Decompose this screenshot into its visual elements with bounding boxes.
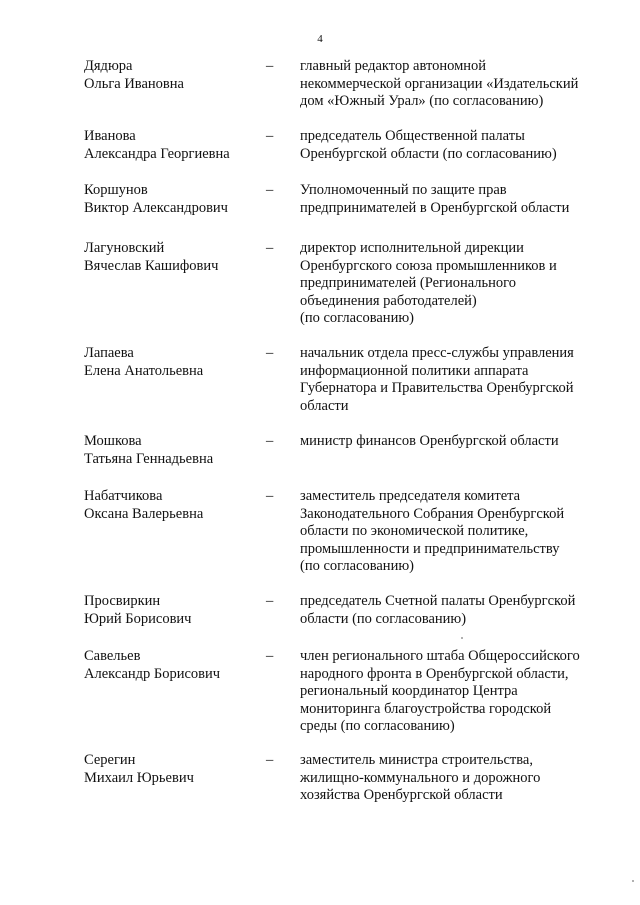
position-line: Уполномоченный по защите прав [300, 182, 507, 198]
position-line: (по согласованию) [300, 310, 414, 326]
dash-separator: – [266, 345, 274, 361]
member-position [300, 433, 590, 468]
member-given-names: Михаил Юрьевич [84, 769, 194, 786]
member-row [84, 58, 604, 111]
dash-separator: – [266, 58, 274, 74]
member-position [300, 240, 590, 328]
member-given-names: Александр Борисович [84, 665, 221, 682]
dash-separator: – [266, 648, 274, 664]
member-position [300, 488, 590, 576]
position-line: заместитель председателя комитета [300, 488, 521, 504]
member-position [300, 128, 590, 163]
member-position [300, 58, 590, 111]
position-line: объединения работодателей) [300, 292, 477, 309]
member-surname: Мошкова [84, 433, 142, 449]
member-row [84, 752, 604, 805]
member-row [84, 182, 604, 217]
member-name [84, 752, 264, 805]
position-line: Оренбургской области (по согласованию) [300, 145, 557, 162]
dash-separator: – [266, 488, 274, 504]
member-surname: Савельев [84, 648, 141, 664]
position-line: предпринимателей в Оренбургской области [300, 199, 570, 216]
member-name [84, 58, 264, 111]
position-line: предпринимателей (Регионального [300, 275, 516, 291]
position-line: области (по согласованию) [300, 610, 467, 627]
member-name [84, 488, 264, 576]
member-given-names: Татьяна Геннадьевна [84, 450, 214, 467]
position-line: некоммерческой организации «Издательский [300, 75, 579, 92]
member-given-names: Оксана Валерьевна [84, 505, 204, 522]
position-line: среды (по согласованию) [300, 718, 455, 734]
member-given-names: Вячеслав Кашифович [84, 257, 219, 274]
position-line: области [300, 397, 349, 414]
position-line: народного фронта в Оренбургской области, [300, 665, 569, 682]
member-position [300, 345, 590, 415]
member-name [84, 128, 264, 163]
dash-separator: – [266, 593, 274, 609]
member-name [84, 593, 264, 628]
member-given-names: Юрий Борисович [84, 610, 192, 627]
member-name [84, 433, 264, 468]
member-given-names: Виктор Александрович [84, 199, 228, 216]
member-position [300, 182, 590, 217]
member-row [84, 648, 604, 736]
member-name [84, 345, 264, 415]
position-line: дом «Южный Урал» (по согласованию) [300, 93, 544, 109]
position-line: председатель Счетной палаты Оренбургской [300, 593, 576, 609]
position-line: Законодательного Собрания Оренбургской [300, 505, 565, 522]
member-name [84, 648, 264, 736]
position-line: заместитель министра строительства, [300, 752, 533, 768]
page-number: 4 [317, 33, 323, 45]
position-line: начальник отдела пресс-службы управления [300, 345, 574, 361]
position-line: главный редактор автономной [300, 58, 487, 74]
dash-separator: – [266, 752, 274, 768]
member-surname: Лапаева [84, 345, 134, 361]
member-row [84, 345, 604, 415]
member-surname: Просвиркин [84, 593, 161, 609]
dash-separator: – [266, 128, 274, 144]
position-line: член регионального штаба Общероссийского [300, 648, 580, 664]
position-line: Оренбургского союза промышленников и [300, 257, 557, 274]
member-surname: Набатчикова [84, 488, 163, 504]
member-surname: Иванова [84, 128, 136, 144]
dash-separator: – [266, 182, 274, 198]
position-line: Губернатора и Правительства Оренбургской [300, 380, 574, 396]
scan-speck [461, 637, 463, 639]
position-line: промышленности и предпринимательству [300, 540, 560, 557]
member-given-names: Александра Георгиевна [84, 145, 230, 162]
member-row [84, 433, 604, 468]
position-line: директор исполнительной дирекции [300, 240, 524, 256]
member-position [300, 752, 590, 805]
position-line: мониторинга благоустройства городской [300, 700, 552, 717]
position-line: хозяйства Оренбургской области [300, 787, 503, 803]
position-line: региональный координатор Центра [300, 683, 518, 699]
dash-separator: – [266, 240, 274, 256]
position-line: (по согласованию) [300, 558, 414, 574]
position-line: жилищно-коммунального и дорожного [300, 769, 541, 786]
member-given-names: Ольга Ивановна [84, 75, 184, 92]
member-surname: Дядюра [84, 58, 133, 74]
position-line: информационной политики аппарата [300, 362, 529, 379]
member-row [84, 488, 604, 576]
scan-speck [632, 880, 634, 882]
member-row [84, 240, 604, 328]
member-position [300, 593, 590, 628]
member-name [84, 182, 264, 217]
member-surname: Лагуновский [84, 240, 165, 256]
member-position [300, 648, 590, 736]
position-line: министр финансов Оренбургской области [300, 433, 559, 449]
member-surname: Серегин [84, 752, 136, 768]
member-row [84, 593, 604, 628]
member-given-names: Елена Анатольевна [84, 362, 204, 379]
member-surname: Коршунов [84, 182, 148, 198]
dash-separator: – [266, 433, 274, 449]
position-line: председатель Общественной палаты [300, 128, 525, 144]
member-row [84, 128, 604, 163]
position-line: области по экономической политике, [300, 523, 529, 539]
member-name [84, 240, 264, 328]
